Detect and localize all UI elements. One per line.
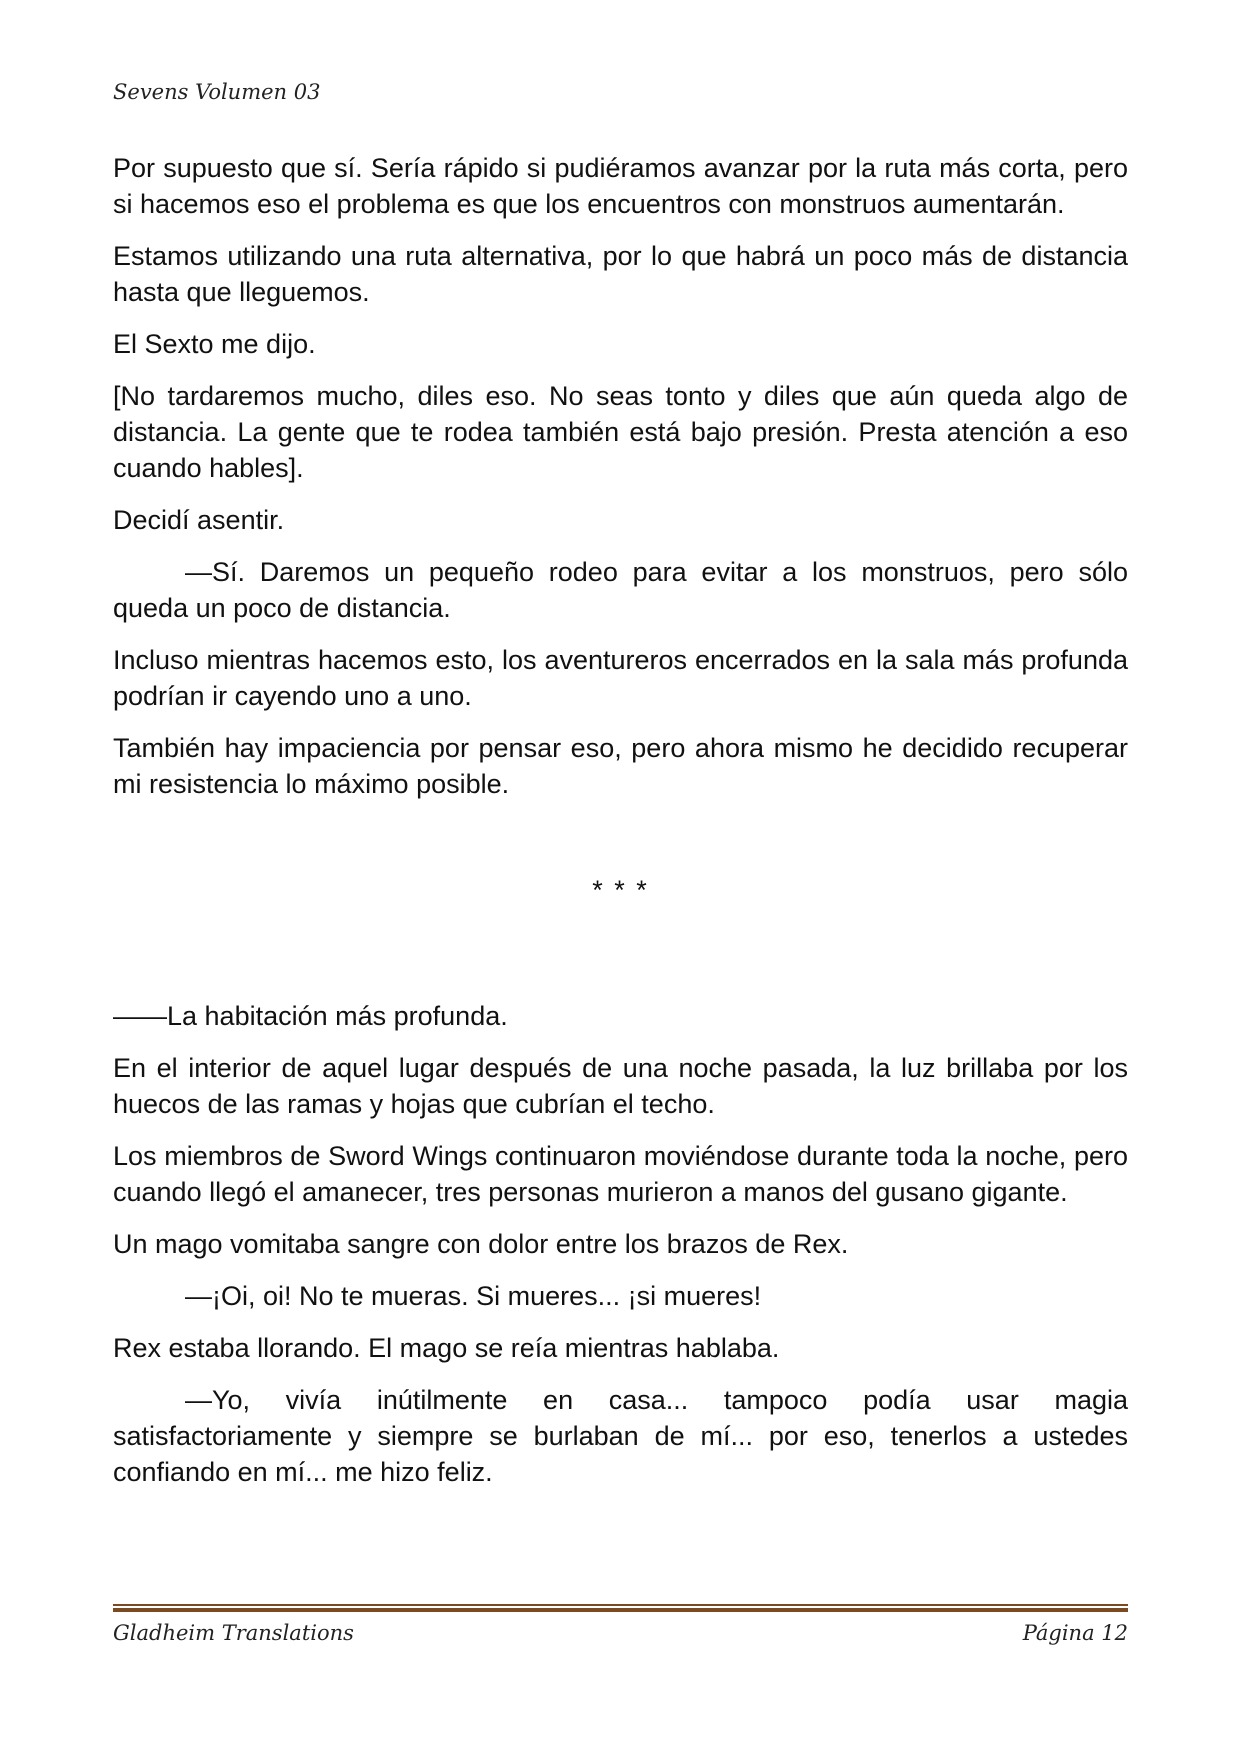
paragraph: ——La habitación más profunda. — [113, 1001, 508, 1031]
paragraph: Por supuesto que sí. Sería rápido si pudiéramos avanzar por la ruta más corta, pero si hacemos eso el problema es que los encuentros con monstruos aumentarán. — [113, 153, 1128, 219]
paragraph: También hay impaciencia por pensar eso, pero ahora mismo he decidido recuperar mi resistencia lo máximo posible. — [113, 733, 1128, 799]
paragraph: Estamos utilizando una ruta alternativa, por lo que habrá un poco más de distancia hasta que lleguemos. — [113, 241, 1128, 307]
footer-divider-thin — [113, 1604, 1128, 1606]
dialog-paragraph: —¡Oi, oi! No te mueras. Si mueres... ¡si mueres! — [185, 1281, 762, 1311]
paragraph: Rex estaba llorando. El mago se reía mientras hablaba. — [113, 1333, 780, 1363]
scene-separator: * * * — [592, 875, 649, 905]
page-body — [113, 150, 1128, 1506]
paragraph: [No tardaremos mucho, diles eso. No seas tonto y diles que aún queda algo de distancia. La gente que te rodea también está bajo presión. Presta atención a eso cuando hables]. — [113, 381, 1128, 483]
footer-divider — [113, 1604, 1128, 1612]
page-number: Página 12 — [1022, 1621, 1128, 1645]
paragraph: Incluso mientras hacemos esto, los aventureros encerrados en la sala más profunda podrían ir cayendo uno a uno. — [113, 645, 1128, 711]
dialog-paragraph: —Sí. Daremos un pequeño rodeo para evitar a los monstruos, pero sólo queda un poco de distancia. — [113, 557, 1128, 623]
footer-credit: Gladheim Translations — [113, 1621, 354, 1645]
paragraph: Decidí asentir. — [113, 505, 285, 535]
paragraph: Un mago vomitaba sangre con dolor entre los brazos de Rex. — [113, 1229, 849, 1259]
paragraph: El Sexto me dijo. — [113, 329, 316, 359]
paragraph: En el interior de aquel lugar después de una noche pasada, la luz brillaba por los huecos de las ramas y hojas que cubrían el techo. — [113, 1053, 1128, 1119]
footer-divider-thick — [113, 1608, 1128, 1612]
dialog-paragraph: —Yo, vivía inútilmente en casa... tampoco podía usar magia satisfactoriamente y siempre se burlaban de mí... por eso, tenerlos a ustedes confiando en mí... me hizo feliz. — [113, 1385, 1128, 1487]
paragraph: Los miembros de Sword Wings continuaron moviéndose durante toda la noche, pero cuando llegó el amanecer, tres personas murieron a manos del gusano gigante. — [113, 1141, 1128, 1207]
running-header: Sevens Volumen 03 — [113, 80, 321, 104]
